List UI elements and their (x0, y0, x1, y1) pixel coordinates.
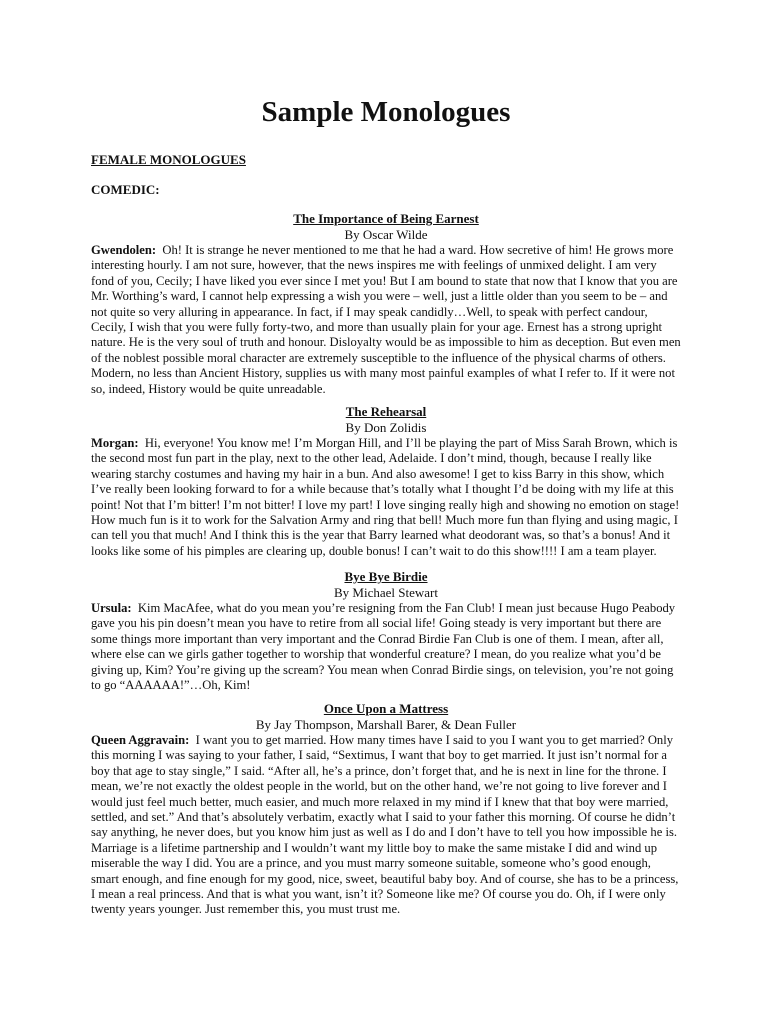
monologue-earnest (91, 211, 681, 397)
monologue-speaker: Ursula: (91, 601, 132, 615)
section-heading-female: FEMALE MONOLOGUES (91, 152, 246, 167)
monologue-author: By Jay Thompson, Marshall Barer, & Dean Fuller (255, 717, 517, 732)
monologue-bye-bye-birdie (91, 569, 681, 693)
monologue-title: Bye Bye Birdie (344, 569, 428, 584)
monologue-once-upon-a-mattress (91, 701, 681, 918)
monologue-title: Once Upon a Mattress (323, 701, 449, 716)
monologue-text (91, 243, 681, 397)
monologue-speaker: Queen Aggravain: (91, 733, 190, 747)
subsection-heading-comedic: COMEDIC: (91, 182, 160, 197)
monologue-body: I want you to get married. How many times have I said to you I want you to get married? Only this morning I was saying to your father, I said, “Sextimus, I want that boy to get married. It just isn’t normal for a boy that age to stay single,” I said. “After all, he’s a prince, don’t forget that, and he is next in line for the throne. I mean, we’re not exactly the oldest people in the world, but on the other hand, we’re not going to live forever and I would just feel much better, much easier, and much more relaxed in my mind if I knew that that boy were married, settled, and set.” And that’s absolutely verbatim, exactly what I said to your father this morning. Of course he didn’t say anything, he never does, but you know him just as well as I do and I don’t have to tell you how impossible he is. Marriage is a lifetime partnership and I wouldn’t want my little boy to make the same mistake I did and wind up miserable the way I did. You are a prince, and you must marry someone suitable, someone who’s good enough, smart enough, and fine enough for my good, nice, sweet, beautiful baby boy. And of course, she has to be a princess, I mean a real princess. And that is what you want, isn’t it? Someone like me? Of course you do. Oh, if I were only twenty years younger. Just remember this, you must trust me. (91, 733, 679, 917)
monologue-title: The Importance of Being Earnest (293, 211, 479, 226)
monologue-speaker: Morgan: (91, 436, 139, 450)
monologue-title: The Rehearsal (345, 404, 427, 419)
monologue-body: Oh! It is strange he never mentioned to me that he had a ward. How secretive of him! He grows more interesting hourly. I am not sure, however, that the news inspires me with feelings of unmixed delight. I am very fond of you, Cecily; I have liked you ever since I met you! But I am bound to state that now that I know that you are Mr. Worthing’s ward, I cannot help expressing a wish you were – well, just a little older than you seem to be – and not quite so very alluring in appearance. In fact, if I may speak candidly…Well, to speak with perfect candour, Cecily, I wish that you were fully forty-two, and more than usually plain for your age. Ernest has a strong upright nature. He is the very soul of truth and honour. Disloyalty would be as impossible to him as deception. But even men of the noblest possible moral character are extremely susceptible to the influence of the physical charms of others. Modern, no less than Ancient History, supplies us with many most painful examples of what I refer to. If it were not so, indeed, History would be quite unreadable. (91, 243, 681, 396)
monologue-body: Hi, everyone! You know me! I’m Morgan Hill, and I’ll be playing the part of Miss Sarah Brown, which is the second most fun part in the play, next to the other lead, Adelaide. I don’t mind, though, because I really like wearing starchy costumes and having my hair in a bun. And also awesome! I get to kiss Barry in this show, which I’ve really been looking forward to for a while because that’s totally what I thought I’d be doing with my life at this point! Not that I’m bitter! I’m not bitter! I love my part! I love singing really high and showing no emotion on stage! How much fun is it to work for the Salvation Army and ring that bell! Much more fun than flying and using magic, I can tell you that much! And I think this is the year that Barry learned what deodorant was, so that’s a bonus! And it looks like some of his pimples are clearing up, double bonus! I can’t wait to do this show!!!! I am a team player. (91, 436, 680, 558)
monologue-author: By Michael Stewart (334, 585, 438, 600)
monologue-body: Kim MacAfee, what do you mean you’re resigning from the Fan Club! I mean just because Hugo Peabody gave you his pin doesn’t mean you have to retire from all social life! Going steady is very important but there are some things more important than very important and the Conrad Birdie Fan Club is one of them. I mean, after all, where else can we girls gather together to worship that wonderful creature? I mean, do you realize what you’d be giving up, Kim? You’re giving up the scream? You mean when Conrad Birdie sings, on television, you’re not going to go “AAAAAA!”…Oh, Kim! (91, 601, 676, 693)
monologue-author: By Oscar Wilde (344, 227, 428, 242)
monologue-rehearsal (91, 404, 681, 559)
monologue-text (91, 436, 681, 559)
monologue-author: By Don Zolidis (345, 420, 427, 435)
document-title: Sample Monologues (261, 96, 511, 128)
monologue-text (91, 601, 681, 693)
monologue-text (91, 733, 681, 918)
monologue-speaker: Gwendolen: (91, 243, 157, 257)
